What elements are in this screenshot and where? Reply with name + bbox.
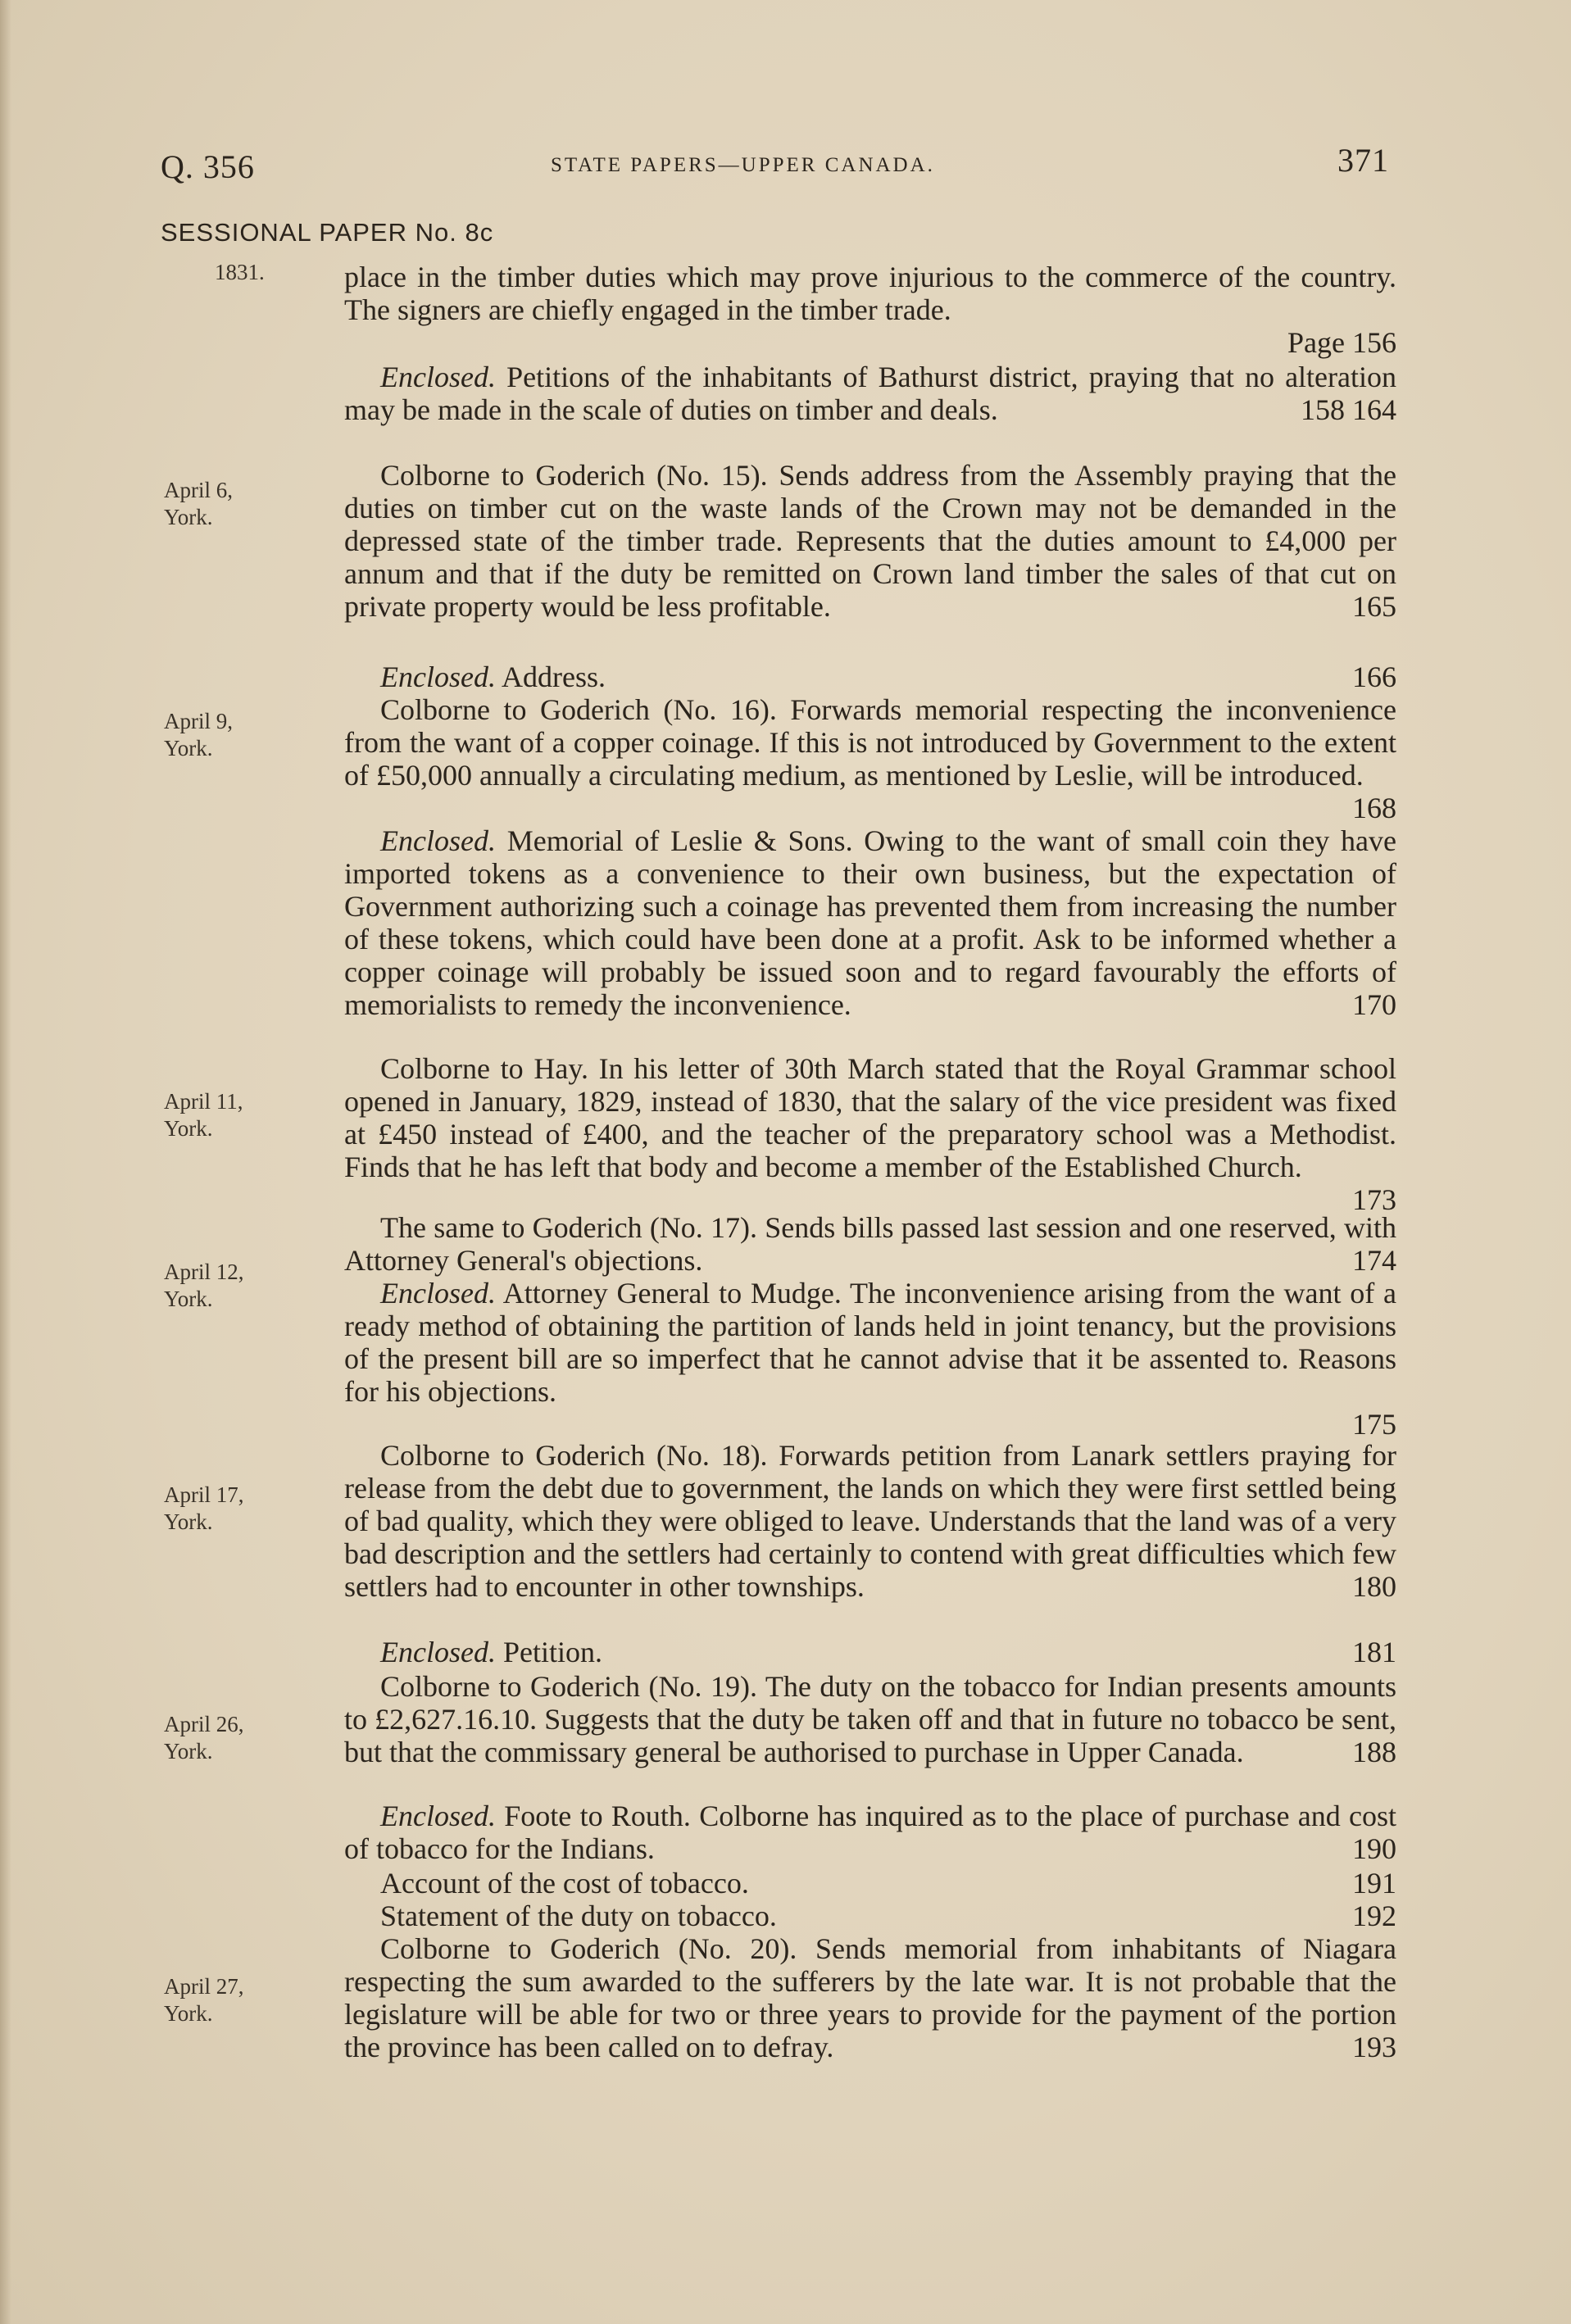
sessional-paper-label: SESSIONAL PAPER No. 8c: [161, 218, 494, 247]
calendar-entry: [344, 1900, 1396, 1932]
calendar-entry: [344, 1277, 1396, 1441]
calendar-entry: [344, 824, 1396, 1021]
entry-date: [164, 1711, 244, 1765]
page-reference: 168: [1352, 792, 1396, 824]
page-reference: 173: [1352, 1183, 1396, 1216]
entry-date: [164, 1088, 243, 1142]
entry-text: Attorney General to Mudge. The inconvenience arising from the want of a ready method of obtaining the partition of lands held in joint tenancy, but the provisions of the present bill are so imperfect that he cannot advise that it be assented to. Reasons for his objections.: [344, 1277, 1397, 1408]
entry-text: place in the timber duties which may prove injurious to the commerce of the country. The signers are chiefly engaged in the timber trade.: [344, 261, 1396, 326]
page-reference: Page 156: [1287, 326, 1396, 359]
page-reference: 192: [1352, 1900, 1396, 1932]
entry-date: [164, 1973, 244, 2027]
place-text: York.: [164, 1739, 213, 1763]
entry-text: Colborne to Goderich (No. 16). Forwards memorial respecting the inconvenience from the want of a copper coinage. If this is not introduced by Government to the extent of £50,000 annually a circulating medium, as mentioned by Leslie, will be introduced.: [344, 693, 1396, 792]
calendar-entry: [344, 693, 1396, 824]
page-reference: 174: [1352, 1244, 1396, 1277]
page-reference: 170: [1352, 988, 1396, 1021]
date-text: April 26,: [164, 1712, 244, 1736]
page-reference: 188: [1352, 1736, 1396, 1768]
place-text: York.: [164, 505, 213, 529]
calendar-entry: [344, 1439, 1396, 1603]
entry-text: Petitions of the inhabitants of Bathurst district, praying that no alteration may be made in the scale of duties on timber and deals.: [344, 361, 1397, 426]
page-number: 371: [1337, 142, 1389, 179]
entry-text: Memorial of Leslie & Sons. Owing to the want of small coin they have imported tokens as a convenience to their own business, but the expectation of Government authorizing such a coinage has prevented them from increasing the number of these tokens, which could have been done at a profit. Ask to be informed whether a copper coinage will probably be issued soon and to regard favourably the efforts of memorialists to remedy the inconvenience.: [344, 824, 1396, 1021]
entry-text: Colborne to Goderich (No. 15). Sends address from the Assembly praying that the duties on timber cut on the waste lands of the Crown may not be demanded in the depressed state of the timber trade. Represents that the duties amount to £4,000 per annum and that if the duty be remitted on Crown land timber the sales of that cut on private property would be less profitable.: [344, 459, 1396, 623]
page-reference: 175: [1352, 1408, 1396, 1441]
calendar-entry: [344, 459, 1396, 623]
place-text: York.: [164, 736, 213, 760]
date-text: April 9,: [164, 709, 233, 733]
enclosed-label: Enclosed.: [380, 824, 496, 857]
place-text: York.: [164, 1509, 213, 1534]
enclosed-label: Enclosed.: [380, 660, 496, 693]
entry-date: [164, 1259, 244, 1313]
page-reference: 166: [1352, 660, 1396, 693]
entry-date: [164, 708, 233, 762]
place-text: York.: [164, 2001, 213, 2026]
place-text: York.: [164, 1116, 213, 1141]
entry-text: Colborne to Goderich (No. 19). The duty on the tobacco for Indian presents amounts to £2,627.16.10. Suggests that the duty be taken off and that in future no tobacco be sent, but that the commissary general be authorised to purchase in Upper Canada.: [344, 1670, 1396, 1768]
enclosed-label: Enclosed.: [380, 1636, 496, 1668]
calendar-entry: [344, 1932, 1396, 2063]
date-text: April 12,: [164, 1260, 244, 1284]
calendar-entry: [344, 1211, 1396, 1277]
entry-text: Colborne to Goderich (No. 18). Forwards petition from Lanark settlers praying for release from the debt due to government, the lands on which they were first settled being of bad quality, which they were obliged to leave. Understands that the land was of a very bad description and the settlers had certainly to contend with great difficulties which few settlers had to encounter in other townships.: [344, 1439, 1396, 1603]
entry-text: Colborne to Hay. In his letter of 30th March stated that the Royal Grammar school opened in January, 1829, instead of 1830, that the salary of the vice president was fixed at £450 instead of £400, and the teacher of the preparatory school was a Methodist. Finds that he has left that body and become a member of the Established Church.: [344, 1052, 1396, 1183]
entry-text: Account of the cost of tobacco.: [380, 1867, 749, 1900]
page-reference: 180: [1352, 1570, 1396, 1603]
date-text: April 27,: [164, 1974, 244, 1999]
entry-text: Statement of the duty on tobacco.: [380, 1900, 777, 1932]
enclosed-label: Enclosed.: [380, 361, 496, 393]
page-reference: 191: [1352, 1867, 1396, 1900]
date-text: April 11,: [164, 1089, 243, 1114]
entry-text: Petition.: [502, 1636, 602, 1668]
calendar-entry: [344, 1867, 1396, 1900]
page-reference: 190: [1352, 1832, 1396, 1865]
calendar-entry: [344, 1636, 1396, 1668]
page-reference: 181: [1352, 1636, 1396, 1668]
year-marker: 1831.: [215, 260, 265, 284]
date-text: April 6,: [164, 478, 233, 502]
entry-text: Foote to Routh. Colborne has inquired as to the place of purchase and cost of tobacco for the Indians.: [344, 1800, 1396, 1865]
calendar-entry: [344, 1052, 1396, 1216]
page-reference: 193: [1352, 2031, 1396, 2063]
entry-date: [164, 477, 233, 531]
enclosed-label: Enclosed.: [380, 1800, 496, 1832]
running-title: STATE PAPERS—UPPER CANADA.: [551, 154, 935, 176]
calendar-entry: [344, 261, 1396, 359]
calendar-entry: [344, 361, 1396, 426]
entry-text: Address.: [501, 660, 606, 693]
enclosed-label: Enclosed.: [380, 1277, 496, 1310]
entry-date: [164, 1482, 244, 1536]
entry-text: Colborne to Goderich (No. 20). Sends memorial from inhabitants of Niagara respecting the sum awarded to the sufferers by the late war. It is not probable that the legislature will be able for two or three years to provide for the payment of the portion the province has been called on to defray.: [344, 1932, 1396, 2063]
date-text: April 17,: [164, 1482, 244, 1507]
page-edge-shadow: [0, 0, 11, 2324]
calendar-entry: [344, 1670, 1396, 1768]
calendar-entry: [344, 1800, 1396, 1865]
page-reference: 165: [1352, 590, 1396, 623]
archive-reference: Q. 356: [161, 148, 255, 185]
page-reference: 158 164: [1301, 393, 1396, 426]
entry-text: The same to Goderich (No. 17). Sends bills passed last session and one reserved, with Attorney General's objections.: [344, 1211, 1396, 1277]
calendar-entry: [344, 660, 1396, 693]
place-text: York.: [164, 1287, 213, 1311]
